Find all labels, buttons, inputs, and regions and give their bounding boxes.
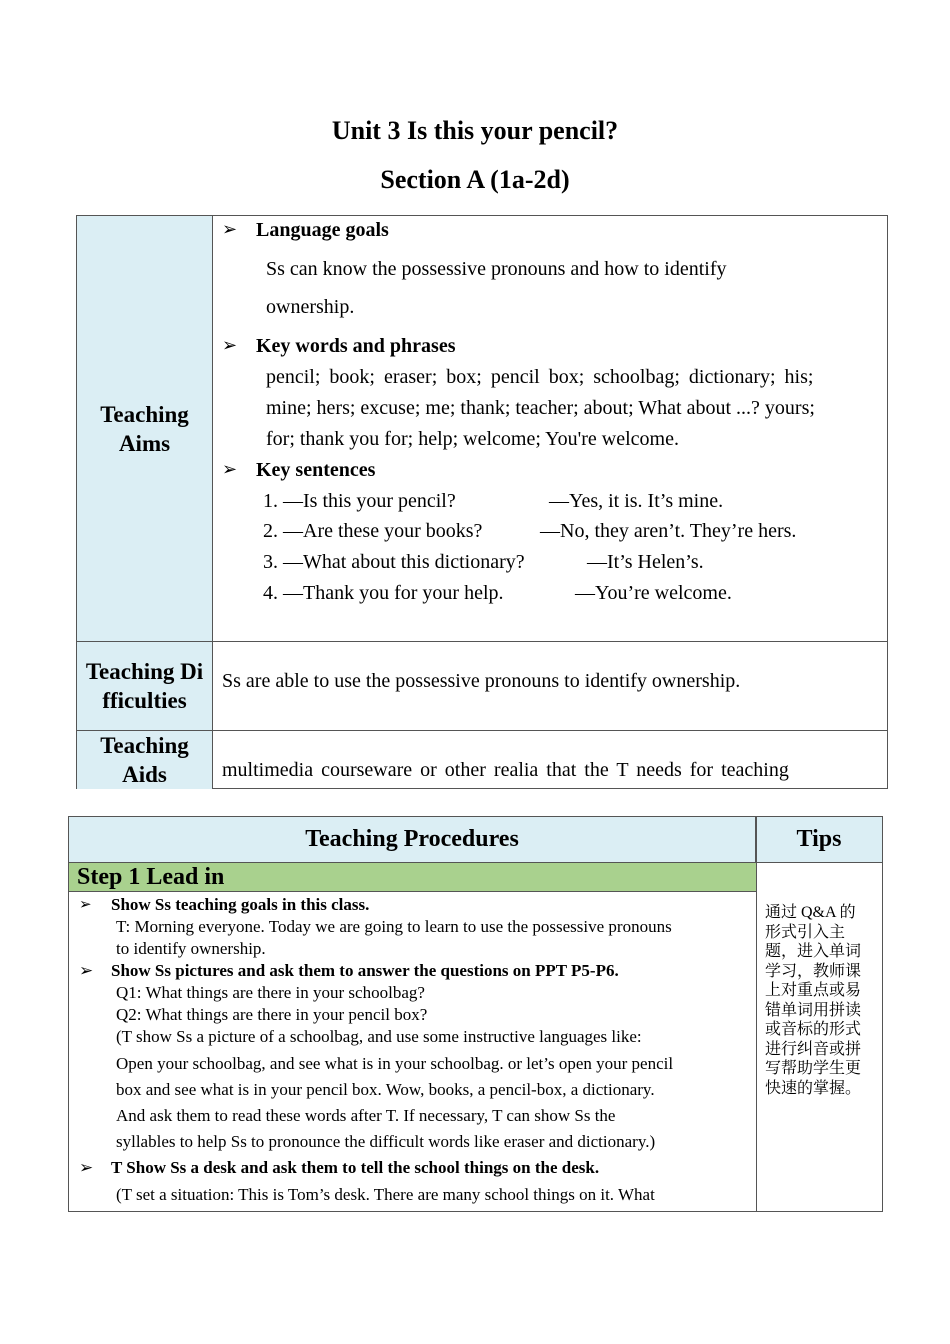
procedure-item-title: Show Ss pictures and ask them to answer the questions on PPT P5-P6. [111, 961, 619, 980]
procedure-line: Q1: What things are there in your schoolbag? [116, 983, 425, 1002]
procedure-item-title: T Show Ss a desk and ask them to tell the school things on the desk. [111, 1158, 600, 1177]
tip-line: 通过 Q&A 的 [765, 904, 856, 921]
procedure-line: Open your schoolbag, and see what is in your schoolbag. or let’s open your pencil [116, 1054, 674, 1073]
unit-title: Unit 3 Is this your pencil? [331, 116, 619, 145]
tip-line: 或音标的形式 [765, 1021, 862, 1038]
aims-header-text: Teaching Aims [100, 401, 189, 456]
language-goals-line: ownership. [266, 296, 355, 318]
sentence-question: 4. —Thank you for your help. [263, 582, 504, 604]
tip-line: 题，进入单词 [765, 943, 862, 960]
procedure-item-title: Show Ss teaching goals in this class. [111, 895, 370, 914]
procedure-line: (T set a situation: This is Tom’s desk. There are many school things on it. What [116, 1185, 655, 1204]
key-sentences-title: Key sentences [256, 459, 376, 481]
tips-text [765, 903, 871, 1098]
language-goals-title: Language goals [256, 219, 389, 241]
aids-header [77, 731, 213, 789]
key-words-line: pencil; book; eraser; box; pencil box; schoolbag; dictionary; his; [266, 366, 814, 388]
difficulties-header-text: Teaching Difficulties [85, 659, 204, 713]
arrow-bullet-icon: ➢ [222, 219, 238, 239]
sentence-question: 2. —Are these your books? [263, 520, 483, 542]
tip-line: 形式引入主 [765, 923, 846, 941]
procedure-line: to identify ownership. [116, 939, 266, 958]
sentence-answer: —Yes, it is. It’s mine. [549, 490, 724, 512]
aids-header-text: Teaching Aids [100, 733, 189, 787]
arrow-bullet-icon: ➢ [79, 1158, 94, 1177]
tip-line: 上对重点或易 [765, 982, 862, 999]
procedure-line: And ask them to read these words after T. If necessary, T can show Ss the [116, 1106, 616, 1125]
arrow-bullet-icon: ➢ [222, 459, 238, 479]
difficulties-header [77, 642, 213, 730]
key-words-line: mine; hers; excuse; me; thank; teacher; about; What about ...? yours; [266, 397, 815, 419]
procedure-line: Q2: What things are there in your pencil box? [116, 1005, 428, 1024]
aids-text: multimedia courseware or other realia that the T needs for teaching [222, 759, 789, 781]
procedure-line: (T show Ss a picture of a schoolbag, and use some instructive languages like: [116, 1027, 642, 1046]
teaching-overview-table [76, 215, 888, 789]
step-1-heading: Step 1 Lead in [69, 862, 756, 892]
procedure-line: T: Morning everyone. Today we are going to learn to use the possessive pronouns [116, 917, 672, 936]
procedure-line: syllables to help Ss to pronounce the difficult words like eraser and dictionary.) [116, 1132, 656, 1151]
tip-line: 学习，教师课 [765, 962, 862, 980]
sentence-answer: —It’s Helen’s. [587, 551, 704, 573]
aims-header [77, 216, 213, 641]
arrow-bullet-icon: ➢ [222, 335, 238, 355]
teaching-procedures-table [68, 816, 883, 1212]
sentence-answer: —No, they aren’t. They’re hers. [540, 520, 797, 542]
language-goals-line: Ss can know the possessive pronouns and how to identify [266, 258, 727, 280]
sentence-question: 1. —Is this your pencil? [263, 490, 456, 512]
key-words-line: for; thank you for; help; welcome; You're welcome. [266, 428, 679, 450]
section-title: Section A (1a-2d) [380, 165, 570, 194]
tip-line: 错单词用拼读 [765, 1001, 862, 1019]
tip-line: 快速的掌握。 [765, 1079, 862, 1097]
procedure-line: box and see what is in your pencil box. Wow, books, a pencil-box, a dictionary. [116, 1080, 655, 1099]
tip-line: 写帮助学生更 [765, 1060, 862, 1077]
procedures-header: Teaching Procedures [69, 817, 756, 862]
difficulties-text: Ss are able to use the possessive pronouns to identify ownership. [222, 670, 741, 692]
key-words-title: Key words and phrases [256, 335, 456, 357]
sentence-question: 3. —What about this dictionary? [263, 551, 525, 573]
arrow-bullet-icon: ➢ [79, 897, 92, 913]
tip-line: 进行纠音或拼 [765, 1040, 862, 1058]
tips-header: Tips [756, 817, 882, 862]
arrow-bullet-icon: ➢ [79, 961, 94, 980]
sentence-answer: —You’re welcome. [575, 582, 732, 604]
